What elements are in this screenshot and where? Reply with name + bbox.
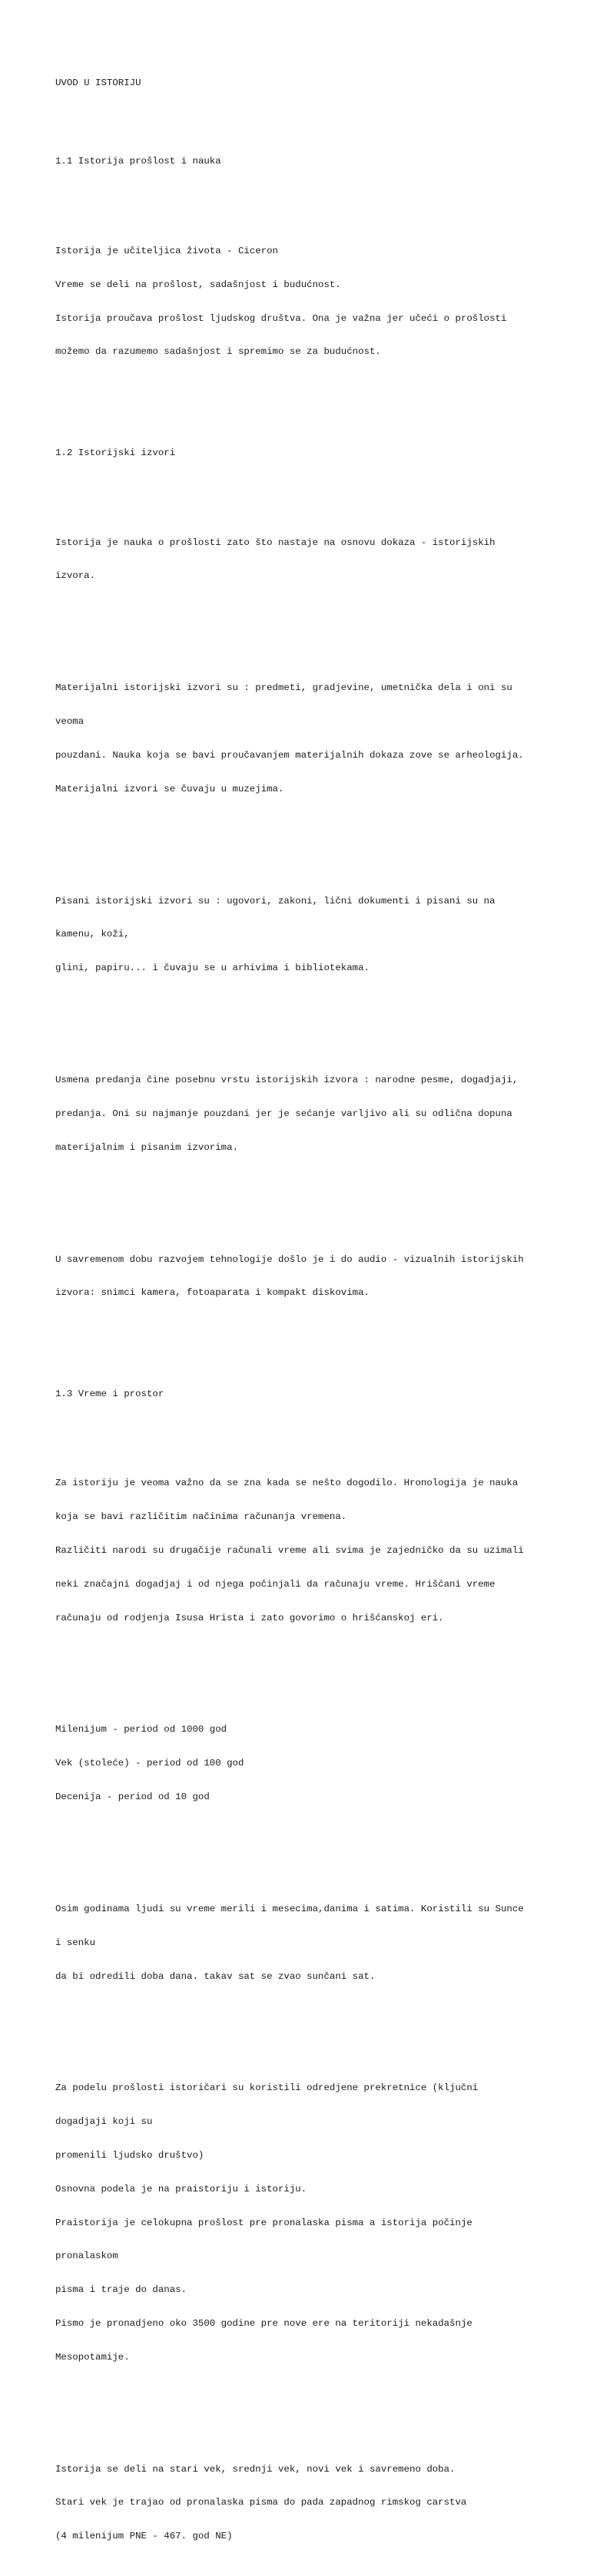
- text-line: Pismo je pronadjeno oko 3500 godine pre nove ere na teritoriji nekadašnje: [55, 2317, 472, 2329]
- text-line: Praistorija je celokupna prošlost pre pronalaska pisma a istorija počinje: [55, 2217, 472, 2228]
- text-line: Materijalni istorijski izvori su : predmeti, gradjevine, umetnička dela i oni su: [55, 682, 512, 694]
- paragraph: [55, 660, 578, 817]
- text-line: Pisani istorijski izvori su : ugovori, zakoni, lični dokumenti i pisani su na: [55, 895, 496, 907]
- text-line: Vek (stoleće) - period od 100 god: [55, 1758, 244, 1769]
- text-line: Osim godinama ljudi su vreme merili i mesecima,danima i satima. Koristili su Sunce: [55, 1903, 524, 1914]
- text-line: kamenu, koži,: [55, 929, 130, 940]
- text-line: izvora: snimci kamera, fotoaparata i kompakt diskovima.: [55, 1287, 370, 1299]
- section-heading-1-3: 1.3 Vreme i prostor: [55, 1388, 164, 1399]
- text-line: Istorija proučava prošlost ljudskog društva. Ona je važna jer učeći o prošlosti: [55, 312, 507, 324]
- section-heading-1-2: 1.2 Istorijski izvori: [55, 447, 176, 458]
- text-line: pronalaskom: [55, 2251, 118, 2262]
- paragraph: [55, 1231, 578, 1321]
- document-page: [55, 55, 578, 2576]
- text-line: glini, papiru... i čuvaju se u arhivima i bibliotekama.: [55, 963, 370, 974]
- text-line: Istorija je učiteljica života - Ciceron: [55, 246, 278, 257]
- text-line: neki značajni dogadjaj i od njega počinjali da računaju vreme. Hrišćani vreme: [55, 1578, 496, 1590]
- text-line: materijalnim i pisanim izvorima.: [55, 1141, 238, 1153]
- paragraph: [55, 223, 578, 380]
- text-line: Za istoriju je veoma važno da se zna kada se nešto dogodilo. Hronologija je nauka: [55, 1478, 519, 1489]
- text-line: računaju od rodjenja Isusa Hrista i zato govorimo o hrišćanskoj eri.: [55, 1612, 444, 1623]
- text-line: Za podelu prošlosti istoričari su koristili odredjene prekretnice (ključni: [55, 2082, 479, 2094]
- text-line: i senku: [55, 1937, 96, 1948]
- text-line: Istorija se deli na stari vek, srednji vek, novi vek i savremeno doba.: [55, 2463, 456, 2475]
- text-line: Osnovna podela je na praistoriju i istoriju.: [55, 2183, 307, 2195]
- text-line: Usmena predanja čine posebnu vrstu istorijskih izvora : narodne pesme, dogadjaji,: [55, 1075, 519, 1086]
- paragraph: [55, 514, 578, 604]
- text-line: (4 milenijum PNE - 467. god NE): [55, 2531, 233, 2542]
- text-line: veoma: [55, 716, 85, 728]
- paragraph: [55, 1702, 578, 1825]
- text-line: promenili ljudsko društvo): [55, 2150, 204, 2162]
- text-line: pouzdani. Nauka koja se bavi proučavanjem materijalnih dokaza zove se arheologija.: [55, 749, 524, 761]
- section-heading-1-1: 1.1 Istorija prošlost i nauka: [55, 156, 221, 167]
- text-line: izvora.: [55, 570, 96, 582]
- text-line: Istorija je nauka o prošlosti zato što nastaje na osnovu dokaza - istorijskih: [55, 537, 496, 548]
- text-line: koja se bavi različitim načinima računanja vremena.: [55, 1511, 347, 1523]
- paragraph: [55, 2060, 578, 2385]
- text-line: dogadjaji koji su: [55, 2116, 153, 2128]
- paragraph: [55, 873, 578, 996]
- text-line: Decenija - period od 10 god: [55, 1792, 210, 1803]
- text-line: U savremenom dobu razvojem tehnologije došlo je i do audio - vizualnih istorijskih: [55, 1253, 524, 1265]
- text-line: pisma i traje do danas.: [55, 2284, 187, 2296]
- text-line: Milenijum - period od 1000 god: [55, 1724, 227, 1735]
- paragraph: [55, 1455, 578, 1646]
- text-line: Stari vek je trajao od pronalaska pisma do pada zapadnog rimskog carstva: [55, 2497, 467, 2508]
- text-line: Vreme se deli na prošlost, sadašnjost i budućnost.: [55, 279, 341, 290]
- text-line: Različiti narodi su drugačije računali vreme ali svima je zajedničko da su uzimali: [55, 1544, 524, 1556]
- text-line: Mesopotamije.: [55, 2351, 130, 2363]
- paragraph: [55, 1052, 578, 1176]
- text-line: predanja. Oni su najmanje pouzdani jer je sećanje varljivo ali su odlična dopuna: [55, 1108, 512, 1119]
- paragraph: [55, 1881, 578, 2005]
- text-line: možemo da razumemo sadašnjost i spremimo se za budućnost.: [55, 346, 381, 358]
- paragraph: [55, 2441, 578, 2564]
- document-title: UVOD U ISTORIJU: [55, 78, 141, 89]
- text-line: Materijalni izvori se čuvaju u muzejima.: [55, 783, 284, 794]
- text-line: da bi odredili doba dana. takav sat se zvao sunčani sat.: [55, 1970, 376, 1982]
